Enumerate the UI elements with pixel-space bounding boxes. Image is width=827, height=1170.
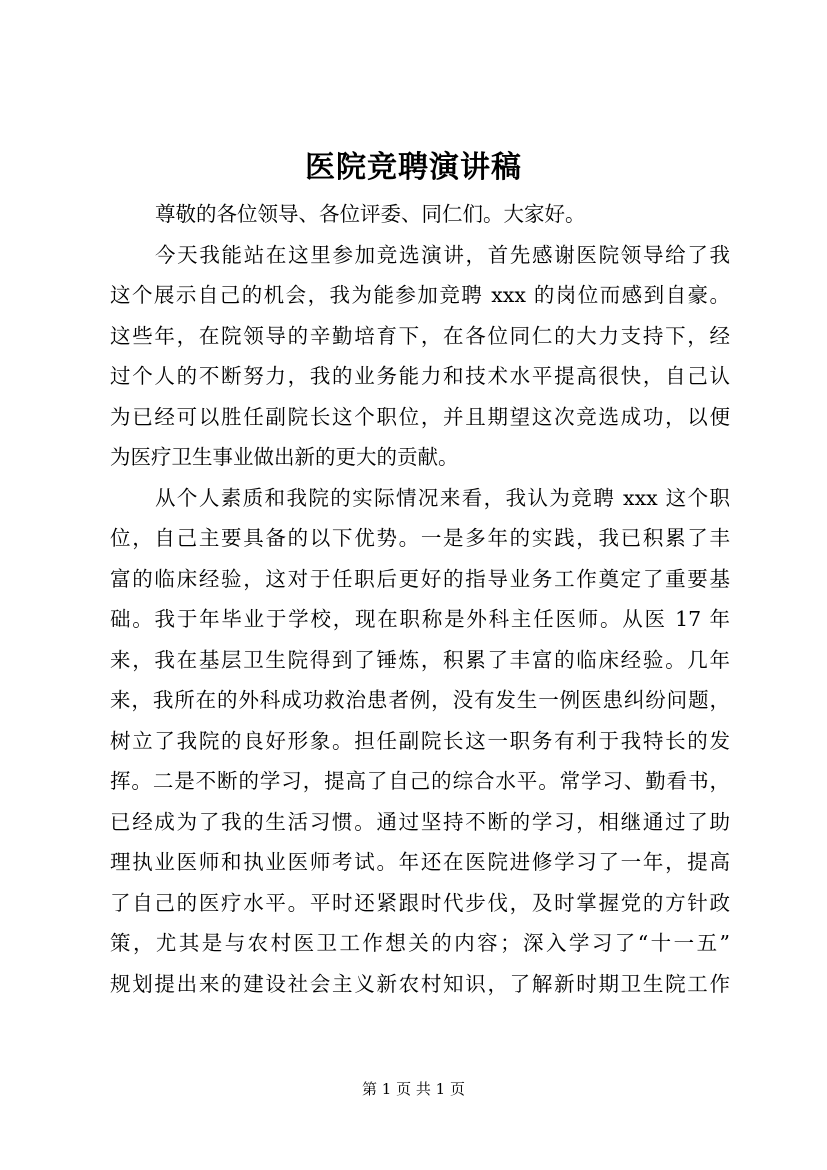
paragraph-line: 位，自己主要具备的以下优势。一是多年的实践，我已积累了丰 — [110, 526, 730, 550]
document-title: 医院竞聘演讲稿 — [305, 150, 522, 185]
document-body — [110, 194, 730, 1004]
paragraph-line: 础。我于年毕业于学校，现在职称是外科主任医师。从医 17 年 — [110, 607, 730, 631]
paragraph-line: 这个展示自己的机会，我为能参加竞聘 xxx 的岗位而感到自豪。 — [110, 283, 730, 307]
paragraph-line: 来，我在基层卫生院得到了锤炼，积累了丰富的临床经验。几年 — [110, 647, 730, 672]
paragraph-line: 了自己的医疗水平。平时还紧跟时代步伐，及时掌握党的方针政 — [110, 890, 730, 915]
page-footer: 第 1 页 共 1 页 — [362, 1080, 465, 1098]
paragraph-line: 过个人的不断努力，我的业务能力和技术水平提高很快，自己认 — [110, 364, 730, 388]
paragraph-line: 富的临床经验，这对于任职后更好的指导业务工作奠定了重要基 — [110, 566, 730, 591]
paragraph-line: 今天我能站在这里参加竞选演讲，首先感谢医院领导给了我 — [155, 242, 730, 267]
paragraph-line: 为医疗卫生事业做出新的更大的贡献。 — [110, 445, 459, 469]
paragraph-line: 策，尤其是与农村医卫工作想关的内容；深入学习了“十一五” — [110, 931, 730, 955]
paragraph-line: 已经成为了我的生活习惯。通过坚持不断的学习，相继通过了助 — [110, 809, 730, 834]
paragraph-line: 规划提出来的建设社会主义新农村知识，了解新时期卫生院工作 — [110, 971, 730, 996]
paragraph-line: 来，我所在的外科成功救治患者例，没有发生一例医患纠纷问题， — [110, 688, 730, 712]
paragraph-line: 从个人素质和我院的实际情况来看，我认为竞聘 xxx 这个职 — [155, 485, 730, 510]
paragraph-line: 这些年，在院领导的辛勤培育下，在各位同仁的大力支持下，经 — [110, 323, 730, 348]
paragraph-line: 挥。二是不断的学习，提高了自己的综合水平。常学习、勤看书， — [110, 769, 730, 793]
paragraph-line: 理执业医师和执业医师考试。年还在医院进修学习了一年，提高 — [110, 850, 730, 874]
salutation-line: 尊敬的各位领导、各位评委、同仁们。大家好。 — [155, 202, 586, 226]
paragraph-line: 为已经可以胜任副院长这个职位，并且期望这次竞选成功，以便 — [110, 404, 730, 429]
paragraph-line: 树立了我院的良好形象。担任副院长这一职务有利于我特长的发 — [110, 728, 730, 753]
